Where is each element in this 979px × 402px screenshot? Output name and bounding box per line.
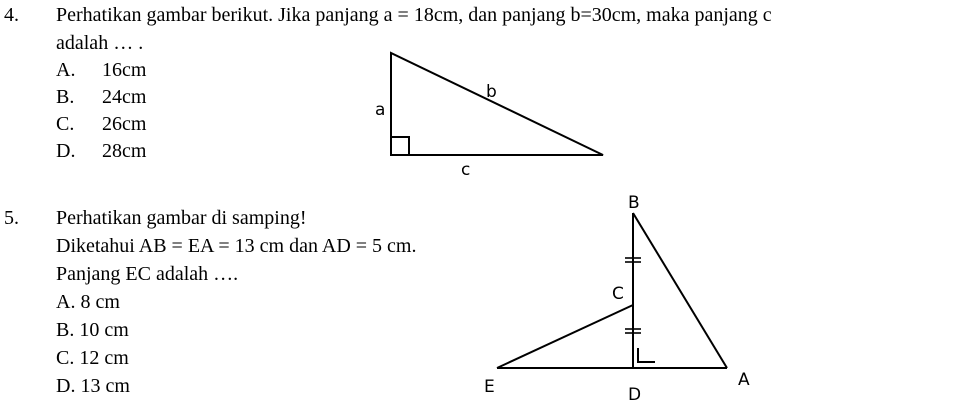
option-text: 28cm (102, 140, 147, 162)
label-D: D (628, 385, 642, 402)
label-b: b (486, 82, 497, 102)
label-C: C (612, 284, 624, 304)
segment-EC (497, 305, 633, 368)
q4-triangle-figure (375, 53, 603, 180)
right-triangle (391, 53, 603, 155)
question-number: 4. (4, 4, 19, 26)
q5-triangle-figure (484, 193, 750, 402)
right-angle-marker (638, 348, 655, 362)
segment-BA (633, 213, 727, 368)
option-letter: B. (56, 86, 75, 108)
option-letter: A. (56, 59, 76, 81)
option-letter: D. (56, 140, 76, 162)
question-stem-line-3: Panjang EC adalah …. (56, 263, 239, 285)
option-text: 16cm (102, 59, 147, 81)
option-letter: C. (56, 113, 75, 135)
right-angle-marker (391, 137, 409, 155)
option-text: 24cm (102, 86, 147, 108)
label-a: a (375, 100, 386, 120)
question-number: 5. (4, 207, 19, 229)
question-stem-line-1: Perhatikan gambar di samping! (56, 207, 307, 229)
question-stem-line-2: Diketahui AB = EA = 13 cm dan AD = 5 cm. (56, 235, 417, 257)
option-text: D. 13 cm (56, 375, 130, 397)
label-c: c (461, 160, 471, 180)
option-text: C. 12 cm (56, 347, 129, 369)
label-A: A (738, 370, 750, 390)
label-B: B (628, 193, 640, 213)
question-stem-line-1: Perhatikan gambar berikut. Jika panjang a = 18cm, dan panjang b=30cm, maka panjang c (56, 4, 772, 26)
question-stem-line-2: adalah … . (56, 32, 144, 54)
option-text: B. 10 cm (56, 319, 129, 341)
option-text: 26cm (102, 113, 147, 135)
label-E: E (484, 377, 495, 397)
option-text: A. 8 cm (56, 291, 120, 313)
